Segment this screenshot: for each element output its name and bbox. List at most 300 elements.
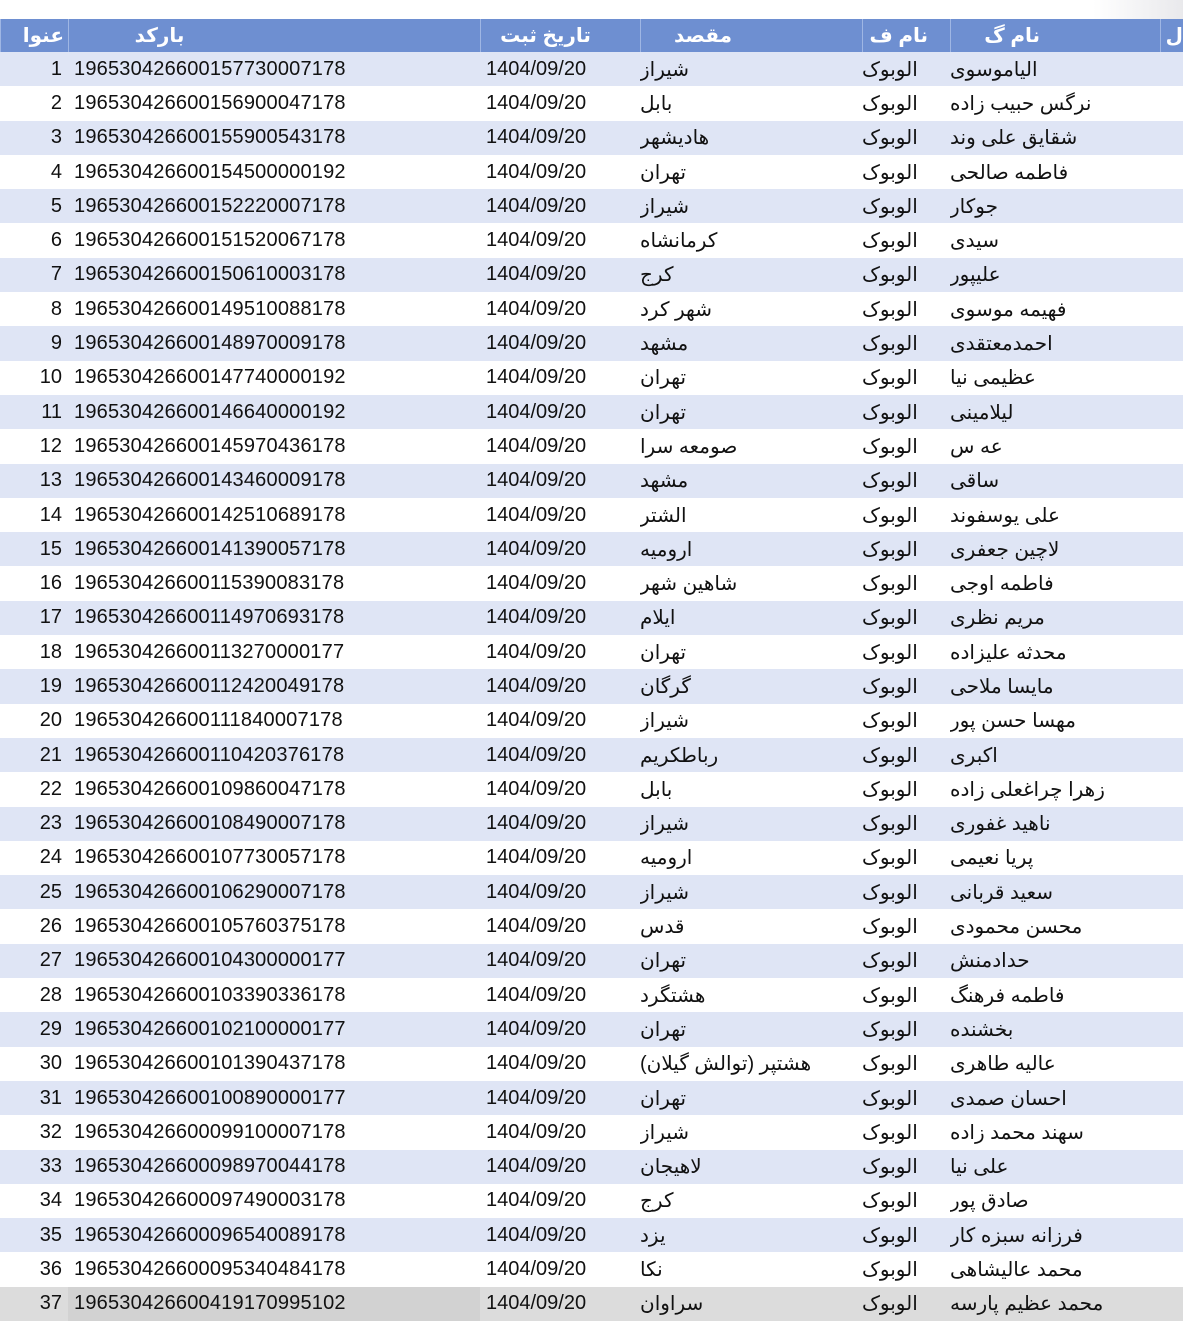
sender-cell[interactable]: الوبوک (862, 92, 918, 115)
receiver-cell[interactable]: الیاموسوی (950, 58, 1038, 81)
barcode-cell[interactable]: 196530426600419170995102 (68, 1287, 480, 1321)
extra-cell[interactable] (1160, 909, 1183, 943)
table-row[interactable] (0, 978, 1183, 1012)
table-row[interactable] (0, 1150, 1183, 1184)
barcode-cell[interactable]: 196530426600152220007178 (74, 194, 346, 217)
date-cell[interactable]: 1404/09/20 (486, 846, 587, 869)
date-cell[interactable]: 1404/09/20 (486, 880, 587, 903)
destination-cell[interactable]: کرج (640, 1190, 674, 1213)
barcode-cell[interactable]: 196530426600108490007178 (74, 812, 346, 835)
table-row[interactable] (0, 1287, 1183, 1321)
barcode-cell[interactable]: 196530426600141390057178 (74, 537, 346, 560)
destination-cell[interactable]: هادیشهر (640, 127, 710, 150)
barcode-cell[interactable]: 196530426600111840007178 (74, 709, 343, 732)
extra-cell[interactable] (1160, 326, 1183, 360)
sender-cell[interactable]: الوبوک (862, 641, 918, 664)
sender-cell[interactable]: الوبوک (862, 1087, 918, 1110)
row-number-cell[interactable]: 6 (50, 229, 62, 252)
header-address[interactable]: عنوا (0, 19, 68, 52)
barcode-cell[interactable]: 196530426600147740000192 (74, 366, 346, 389)
date-cell[interactable]: 1404/09/20 (486, 812, 587, 835)
destination-cell[interactable]: تهران (640, 161, 687, 184)
row-number-cell[interactable]: 7 (50, 263, 62, 286)
extra-cell[interactable] (1160, 52, 1183, 86)
date-cell[interactable]: 1404/09/20 (486, 126, 587, 149)
destination-cell[interactable]: تهران (640, 367, 687, 390)
row-number-cell[interactable]: 14 (39, 503, 62, 526)
receiver-cell[interactable]: عه س (950, 435, 1003, 458)
date-cell[interactable]: 1404/09/20 (486, 91, 587, 114)
header-barcode[interactable]: بارکد (68, 19, 480, 52)
date-cell[interactable]: 1404/09/20 (486, 709, 587, 732)
sender-cell[interactable]: الوبوک (862, 230, 918, 253)
extra-cell[interactable] (1160, 189, 1183, 223)
sender-cell[interactable]: الوبوک (862, 675, 918, 698)
row-number-cell[interactable]: 37 (39, 1292, 62, 1315)
date-cell[interactable]: 1404/09/20 (486, 1086, 587, 1109)
extra-cell[interactable] (1160, 464, 1183, 498)
table-row[interactable] (0, 395, 1183, 429)
extra-cell[interactable] (1160, 601, 1183, 635)
destination-cell[interactable]: مشهد (640, 470, 689, 493)
extra-cell[interactable] (1160, 1047, 1183, 1081)
receiver-cell[interactable]: احمدمعتقدی (950, 333, 1053, 356)
receiver-cell[interactable]: ساقی (950, 470, 1000, 493)
row-number-cell[interactable]: 27 (39, 949, 62, 972)
table-row[interactable] (0, 738, 1183, 772)
destination-cell[interactable]: شیراز (640, 881, 690, 904)
row-number-cell[interactable]: 11 (41, 400, 62, 423)
extra-cell[interactable] (1160, 258, 1183, 292)
receiver-cell[interactable]: حدادمنش (950, 950, 1030, 973)
barcode-cell[interactable]: 196530426600142510689178 (74, 503, 346, 526)
table-row[interactable] (0, 909, 1183, 943)
date-cell[interactable]: 1404/09/20 (486, 57, 587, 80)
row-number-cell[interactable]: 24 (39, 846, 62, 869)
row-number-cell[interactable]: 28 (39, 983, 62, 1006)
barcode-cell[interactable]: 196530426600103390336178 (74, 983, 346, 1006)
date-cell[interactable]: 1404/09/20 (486, 297, 587, 320)
barcode-cell[interactable]: 196530426600113270000177 (74, 640, 345, 663)
date-cell[interactable]: 1404/09/20 (486, 400, 587, 423)
destination-cell[interactable]: شیراز (640, 58, 690, 81)
table-row[interactable] (0, 566, 1183, 600)
destination-cell[interactable]: کرمانشاه (640, 230, 718, 253)
receiver-cell[interactable]: سیدی (950, 230, 999, 253)
extra-cell[interactable] (1160, 1150, 1183, 1184)
receiver-cell[interactable]: مریم نظری (950, 607, 1045, 630)
destination-cell[interactable]: الشتر (640, 504, 687, 527)
extra-cell[interactable] (1160, 772, 1183, 806)
receiver-cell[interactable]: علیپور (950, 264, 1001, 287)
row-number-cell[interactable]: 20 (39, 709, 62, 732)
date-cell[interactable]: 1404/09/20 (486, 606, 587, 629)
barcode-cell[interactable]: 196530426600149510088178 (74, 297, 346, 320)
barcode-cell[interactable]: 196530426600114970693178 (74, 606, 345, 629)
barcode-cell[interactable]: 196530426600151520067178 (74, 229, 346, 252)
extra-cell[interactable] (1160, 532, 1183, 566)
table-row[interactable] (0, 1115, 1183, 1149)
destination-cell[interactable]: مشهد (640, 333, 689, 356)
destination-cell[interactable]: شیراز (640, 1121, 690, 1144)
extra-cell[interactable] (1160, 669, 1183, 703)
destination-cell[interactable]: تهران (640, 950, 687, 973)
barcode-cell[interactable]: 196530426600109860047178 (74, 777, 346, 800)
extra-cell[interactable] (1160, 841, 1183, 875)
sender-cell[interactable]: الوبوک (862, 367, 918, 390)
barcode-cell[interactable]: 196530426600101390437178 (74, 1052, 346, 1075)
table-row[interactable] (0, 944, 1183, 978)
receiver-cell[interactable]: نرگس حبیب زاده (950, 92, 1092, 115)
barcode-cell[interactable]: 196530426600102100000177 (74, 1017, 346, 1040)
date-cell[interactable]: 1404/09/20 (486, 366, 587, 389)
date-cell[interactable]: 1404/09/20 (486, 434, 587, 457)
table-row[interactable] (0, 429, 1183, 463)
table-row[interactable] (0, 1184, 1183, 1218)
date-cell[interactable]: 1404/09/20 (486, 572, 587, 595)
barcode-cell[interactable]: 196530426600143460009178 (74, 469, 346, 492)
extra-cell[interactable] (1160, 875, 1183, 909)
row-number-cell[interactable]: 10 (39, 366, 62, 389)
extra-cell[interactable] (1160, 1287, 1183, 1321)
destination-cell[interactable]: شیراز (640, 195, 690, 218)
sender-cell[interactable]: الوبوک (862, 1121, 918, 1144)
barcode-cell[interactable]: 196530426600156900047178 (74, 91, 346, 114)
barcode-cell[interactable]: 196530426600098970044178 (74, 1155, 346, 1178)
sender-cell[interactable]: الوبوک (862, 984, 918, 1007)
row-number-cell[interactable]: 23 (39, 812, 62, 835)
date-cell[interactable]: 1404/09/20 (486, 1258, 587, 1281)
table-row[interactable] (0, 669, 1183, 703)
receiver-cell[interactable]: لیلامینی (950, 401, 1014, 424)
table-row[interactable] (0, 601, 1183, 635)
receiver-cell[interactable]: عالیه طاهری (950, 1053, 1056, 1076)
extra-cell[interactable] (1160, 223, 1183, 257)
date-cell[interactable]: 1404/09/20 (486, 1155, 587, 1178)
table-row[interactable] (0, 361, 1183, 395)
extra-cell[interactable] (1160, 292, 1183, 326)
receiver-cell[interactable]: جوکار (950, 195, 998, 218)
barcode-cell[interactable]: 196530426600112420049178 (74, 674, 345, 697)
table-row[interactable] (0, 292, 1183, 326)
sender-cell[interactable]: الوبوک (862, 778, 918, 801)
destination-cell[interactable]: بابل (640, 92, 673, 115)
date-cell[interactable]: 1404/09/20 (486, 1017, 587, 1040)
sender-cell[interactable]: الوبوک (862, 1293, 918, 1316)
row-number-cell[interactable]: 8 (50, 297, 62, 320)
sender-cell[interactable]: الوبوک (862, 435, 918, 458)
date-cell[interactable]: 1404/09/20 (486, 1052, 587, 1075)
row-number-cell[interactable]: 18 (39, 640, 62, 663)
row-number-cell[interactable]: 12 (39, 434, 62, 457)
row-number-cell[interactable]: 25 (39, 880, 62, 903)
extra-cell[interactable] (1160, 395, 1183, 429)
destination-cell[interactable]: شهر کرد (640, 298, 713, 321)
date-cell[interactable]: 1404/09/20 (486, 1292, 587, 1315)
date-cell[interactable]: 1404/09/20 (486, 469, 587, 492)
destination-cell[interactable]: قدس (640, 916, 685, 939)
extra-cell[interactable] (1160, 1184, 1183, 1218)
date-cell[interactable]: 1404/09/20 (486, 777, 587, 800)
destination-cell[interactable]: ارومیه (640, 538, 693, 561)
sender-cell[interactable]: الوبوک (862, 573, 918, 596)
barcode-cell[interactable]: 196530426600150610003178 (74, 263, 346, 286)
row-number-cell[interactable]: 1 (50, 57, 62, 80)
barcode-cell[interactable]: 196530426600106290007178 (74, 880, 346, 903)
destination-cell[interactable]: تهران (640, 641, 687, 664)
row-number-cell[interactable]: 32 (39, 1120, 62, 1143)
date-cell[interactable]: 1404/09/20 (486, 229, 587, 252)
extra-cell[interactable] (1160, 155, 1183, 189)
table-row[interactable] (0, 635, 1183, 669)
sender-cell[interactable]: الوبوک (862, 813, 918, 836)
barcode-cell[interactable]: 196530426600115390083178 (74, 572, 345, 595)
row-number-cell[interactable]: 36 (39, 1258, 62, 1281)
row-number-cell[interactable]: 33 (39, 1155, 62, 1178)
extra-cell[interactable] (1160, 429, 1183, 463)
table-row[interactable] (0, 155, 1183, 189)
sender-cell[interactable]: الوبوک (862, 1224, 918, 1247)
row-number-cell[interactable]: 4 (50, 160, 62, 183)
receiver-cell[interactable]: پریا نعیمی (950, 847, 1034, 870)
sender-cell[interactable]: الوبوک (862, 881, 918, 904)
destination-cell[interactable]: شیراز (640, 813, 690, 836)
row-number-cell[interactable]: 16 (39, 572, 62, 595)
extra-cell[interactable] (1160, 738, 1183, 772)
destination-cell[interactable]: تهران (640, 1087, 687, 1110)
extra-cell[interactable] (1160, 1115, 1183, 1149)
receiver-cell[interactable]: سعید قربانی (950, 881, 1053, 904)
extra-cell[interactable] (1160, 1252, 1183, 1286)
destination-cell[interactable]: ایلام (640, 607, 676, 630)
receiver-cell[interactable]: علی نیا (950, 1156, 1009, 1179)
destination-cell[interactable]: هشتپر (توالش گیلان) (640, 1053, 812, 1076)
barcode-cell[interactable]: 196530426600107730057178 (74, 846, 346, 869)
receiver-cell[interactable]: فهیمه موسوی (950, 298, 1067, 321)
date-cell[interactable]: 1404/09/20 (486, 983, 587, 1006)
table-row[interactable] (0, 52, 1183, 86)
row-number-cell[interactable]: 30 (39, 1052, 62, 1075)
row-number-cell[interactable]: 19 (39, 674, 62, 697)
table-row[interactable] (0, 326, 1183, 360)
barcode-cell[interactable]: 196530426600104300000177 (74, 949, 346, 972)
extra-cell[interactable] (1160, 1081, 1183, 1115)
row-number-cell[interactable]: 22 (39, 777, 62, 800)
receiver-cell[interactable]: محدثه علیزاده (950, 641, 1067, 664)
receiver-cell[interactable]: لاچین جعفری (950, 538, 1060, 561)
date-cell[interactable]: 1404/09/20 (486, 194, 587, 217)
extra-cell[interactable] (1160, 978, 1183, 1012)
header-sender[interactable]: نام ف (862, 19, 950, 52)
sender-cell[interactable]: الوبوک (862, 264, 918, 287)
barcode-cell[interactable]: 196530426600105760375178 (74, 915, 346, 938)
table-row[interactable] (0, 1252, 1183, 1286)
sender-cell[interactable]: الوبوک (862, 710, 918, 733)
sender-cell[interactable]: الوبوک (862, 1190, 918, 1213)
table-row[interactable] (0, 1047, 1183, 1081)
date-cell[interactable]: 1404/09/20 (486, 674, 587, 697)
sender-cell[interactable]: الوبوک (862, 1156, 918, 1179)
destination-cell[interactable]: کرج (640, 264, 674, 287)
table-row[interactable] (0, 189, 1183, 223)
date-cell[interactable]: 1404/09/20 (486, 949, 587, 972)
receiver-cell[interactable]: مایسا ملاحی (950, 675, 1054, 698)
receiver-cell[interactable]: بخشنده (950, 1018, 1014, 1041)
receiver-cell[interactable]: محسن محمودی (950, 916, 1083, 939)
destination-cell[interactable]: ارومیه (640, 847, 693, 870)
sender-cell[interactable]: الوبوک (862, 538, 918, 561)
table-row[interactable] (0, 86, 1183, 120)
receiver-cell[interactable]: محمد عظیم پارسه (950, 1293, 1104, 1316)
destination-cell[interactable]: گرگان (640, 675, 691, 698)
sender-cell[interactable]: الوبوک (862, 333, 918, 356)
barcode-cell[interactable]: 196530426600155900543178 (74, 126, 346, 149)
row-number-cell[interactable]: 5 (50, 194, 62, 217)
extra-cell[interactable] (1160, 807, 1183, 841)
date-cell[interactable]: 1404/09/20 (486, 640, 587, 663)
table-row[interactable] (0, 1218, 1183, 1252)
destination-cell[interactable]: بابل (640, 778, 673, 801)
table-row[interactable] (0, 223, 1183, 257)
receiver-cell[interactable]: سهند محمد زاده (950, 1121, 1084, 1144)
header-destination[interactable]: مقصد (640, 19, 862, 52)
extra-cell[interactable] (1160, 704, 1183, 738)
destination-cell[interactable]: شاهین شهر (640, 573, 738, 596)
extra-cell[interactable] (1160, 86, 1183, 120)
destination-cell[interactable]: تهران (640, 401, 687, 424)
date-cell[interactable]: 1404/09/20 (486, 537, 587, 560)
sender-cell[interactable]: الوبوک (862, 195, 918, 218)
receiver-cell[interactable]: عظیمی نیا (950, 367, 1036, 390)
header-date[interactable]: تاریخ ثبت (480, 19, 640, 52)
date-cell[interactable]: 1404/09/20 (486, 1189, 587, 1212)
receiver-cell[interactable]: فاطمه فرهنگ (950, 984, 1065, 1007)
barcode-cell[interactable]: 196530426600096540089178 (74, 1223, 346, 1246)
receiver-cell[interactable]: فرزانه سبزه کار (950, 1224, 1083, 1247)
sender-cell[interactable]: الوبوک (862, 401, 918, 424)
table-row[interactable] (0, 498, 1183, 532)
table-row[interactable] (0, 841, 1183, 875)
receiver-cell[interactable]: زهرا چراغعلی زاده (950, 778, 1105, 801)
table-row[interactable] (0, 875, 1183, 909)
table-row[interactable] (0, 1081, 1183, 1115)
table-row[interactable] (0, 532, 1183, 566)
row-number-cell[interactable]: 34 (39, 1189, 62, 1212)
row-number-cell[interactable]: 31 (39, 1086, 62, 1109)
sender-cell[interactable]: الوبوک (862, 950, 918, 973)
barcode-cell[interactable]: 196530426600154500000192 (74, 160, 346, 183)
date-cell[interactable]: 1404/09/20 (486, 1223, 587, 1246)
table-row[interactable] (0, 121, 1183, 155)
row-number-cell[interactable]: 21 (39, 743, 62, 766)
table-row[interactable] (0, 464, 1183, 498)
row-number-cell[interactable]: 35 (39, 1223, 62, 1246)
extra-cell[interactable] (1160, 121, 1183, 155)
receiver-cell[interactable]: شقایق علی وند (950, 127, 1078, 150)
sender-cell[interactable]: الوبوک (862, 470, 918, 493)
destination-cell[interactable]: شیراز (640, 710, 690, 733)
sender-cell[interactable]: الوبوک (862, 607, 918, 630)
date-cell[interactable]: 1404/09/20 (486, 263, 587, 286)
row-number-cell[interactable]: 2 (50, 91, 62, 114)
extra-cell[interactable] (1160, 498, 1183, 532)
date-cell[interactable]: 1404/09/20 (486, 1120, 587, 1143)
destination-cell[interactable]: صومعه سرا (640, 435, 738, 458)
date-cell[interactable]: 1404/09/20 (486, 743, 587, 766)
sender-cell[interactable]: الوبوک (862, 1053, 918, 1076)
destination-cell[interactable]: سراوان (640, 1293, 704, 1316)
destination-cell[interactable]: لاهیجان (640, 1156, 702, 1179)
table-row[interactable] (0, 704, 1183, 738)
extra-cell[interactable] (1160, 361, 1183, 395)
barcode-cell[interactable]: 196530426600157730007178 (74, 57, 346, 80)
extra-cell[interactable] (1160, 635, 1183, 669)
date-cell[interactable]: 1404/09/20 (486, 503, 587, 526)
receiver-cell[interactable]: علی یوسفوند (950, 504, 1060, 527)
sender-cell[interactable]: الوبوک (862, 916, 918, 939)
sender-cell[interactable]: الوبوک (862, 58, 918, 81)
receiver-cell[interactable]: محمد عالیشاهی (950, 1259, 1083, 1282)
date-cell[interactable]: 1404/09/20 (486, 160, 587, 183)
sender-cell[interactable]: الوبوک (862, 298, 918, 321)
destination-cell[interactable]: رباطکریم (640, 744, 719, 767)
barcode-cell[interactable]: 196530426600146640000192 (74, 400, 346, 423)
extra-cell[interactable] (1160, 1012, 1183, 1046)
receiver-cell[interactable]: مهسا حسن پور (950, 710, 1076, 733)
barcode-cell[interactable]: 196530426600095340484178 (74, 1258, 346, 1281)
destination-cell[interactable]: نکا (640, 1259, 663, 1282)
barcode-cell[interactable]: 196530426600110420376178 (74, 743, 345, 766)
sender-cell[interactable]: الوبوک (862, 1018, 918, 1041)
extra-cell[interactable] (1160, 1218, 1183, 1252)
row-number-cell[interactable]: 17 (39, 606, 62, 629)
header-extra[interactable]: ل (1160, 19, 1183, 52)
table-row[interactable] (0, 1012, 1183, 1046)
barcode-cell[interactable]: 196530426600099100007178 (74, 1120, 346, 1143)
sender-cell[interactable]: الوبوک (862, 744, 918, 767)
receiver-cell[interactable]: فاطمه صالحی (950, 161, 1069, 184)
row-number-cell[interactable]: 15 (39, 537, 62, 560)
receiver-cell[interactable]: ناهید غفوری (950, 813, 1051, 836)
sender-cell[interactable]: الوبوک (862, 1259, 918, 1282)
sender-cell[interactable]: الوبوک (862, 161, 918, 184)
sender-cell[interactable]: الوبوک (862, 847, 918, 870)
row-number-cell[interactable]: 26 (39, 915, 62, 938)
barcode-cell[interactable]: 196530426600097490003178 (74, 1189, 346, 1212)
table-row[interactable] (0, 772, 1183, 806)
sender-cell[interactable]: الوبوک (862, 127, 918, 150)
extra-cell[interactable] (1160, 566, 1183, 600)
date-cell[interactable]: 1404/09/20 (486, 915, 587, 938)
date-cell[interactable]: 1404/09/20 (486, 332, 587, 355)
destination-cell[interactable]: تهران (640, 1018, 687, 1041)
table-row[interactable] (0, 807, 1183, 841)
row-number-cell[interactable]: 9 (50, 332, 62, 355)
sender-cell[interactable]: الوبوک (862, 504, 918, 527)
row-number-cell[interactable]: 29 (39, 1017, 62, 1040)
destination-cell[interactable]: یزد (640, 1224, 666, 1247)
row-number-cell[interactable]: 3 (50, 126, 62, 149)
header-receiver[interactable]: نام گ (950, 19, 1160, 52)
barcode-cell[interactable]: 196530426600100890000177 (74, 1086, 346, 1109)
receiver-cell[interactable]: صادق پور (950, 1190, 1029, 1213)
receiver-cell[interactable]: احسان صمدی (950, 1087, 1067, 1110)
barcode-cell[interactable]: 196530426600145970436178 (74, 434, 346, 457)
extra-cell[interactable] (1160, 944, 1183, 978)
barcode-cell[interactable]: 196530426600148970009178 (74, 332, 346, 355)
table-row[interactable] (0, 258, 1183, 292)
row-number-cell[interactable]: 13 (39, 469, 62, 492)
